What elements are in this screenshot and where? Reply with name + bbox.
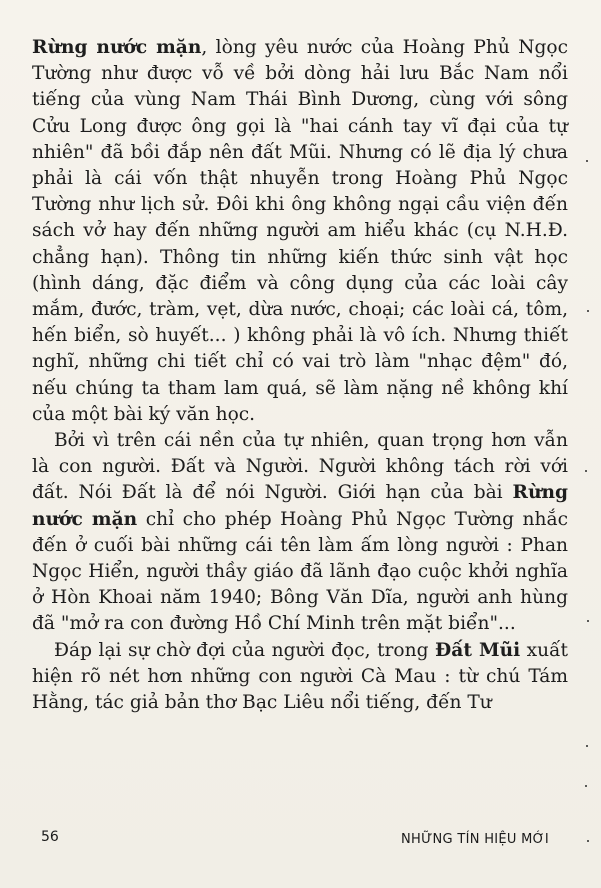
page-number: 56: [41, 829, 59, 845]
paragraph-3-text-after: xuất hiện rõ nét hơn những con người Cà Mau : từ chú Tám Hằng, tác giả bản thơ Bạc Liêu nổi tiếng, đến Tư: [32, 639, 568, 714]
paragraph-2: [32, 428, 568, 638]
body-text: [32, 35, 568, 716]
paragraph-1-text: , lòng yêu nước của Hoàng Phủ Ngọc Tường như được vỗ về bởi dòng hải lưu Bắc Nam nổi tiếng của vùng Nam Thái Bình Dương, cùng với sông Cửu Long được ông gọi là "hai cánh tay vĩ đại của tự nhiên" đã bồi đắp nên đất Mũi. Nhưng có lẽ địa lý chưa phải là cái vốn thật nhuyễn trong Hoàng Phủ Ngọc Tường như lịch sử. Đôi khi ông không ngại cầu viện đến sách vở hay đến những người am hiểu khác (cụ N.H.Đ. chẳng hạn). Thông tin những kiến thức sinh vật học (hình dáng, đặc điểm và công dụng của các loài cây mắm, đước, tràm, vẹt, dừa nước, choại; các loài cá, tôm, hến biển, sò huyết... ) không phải là vô ích. Nhưng thiết nghĩ, những chi tiết chỉ có vai trò làm "nhạc đệm" đó, nếu chúng ta tham lam quá, sẽ làm nặng nề không khí của một bài ký văn học.: [32, 37, 568, 425]
publisher-name: NHỮNG TÍN HIỆU MỚI: [400, 832, 549, 847]
paragraph-2-text-after: chỉ cho phép Hoàng Phủ Ngọc Tường nhắc đến ở cuối bài những cái tên làm ấm lòng người : Phan Ngọc Hiển, người thầy giáo đã lãnh đạo cuộc khởi nghĩa ở Hòn Khoai năm 1940; Bông Văn Dĩa, người anh hùng đã "mở ra con đường Hồ Chí Minh trên mặt biển"...: [32, 508, 569, 635]
paragraph-3-bold: Đất Mũi: [435, 639, 521, 661]
paragraph-3: [32, 638, 568, 717]
paragraph-2-text-before: Bởi vì trên cái nền của tự nhiên, quan trọng hơn vẫn là con người. Đất và Người. Người không tách rời với đất. Nói Đất là để nói Người. Giới hạn của bài: [32, 430, 568, 504]
margin-scan-marks: [583, 120, 591, 880]
paragraph-3-text-before: Đáp lại sự chờ đợi của người đọc, trong: [54, 639, 436, 661]
paragraph-1-lead-bold: Rừng nước mặn: [32, 37, 202, 58]
paragraph-2-bold: Rừng nước mặn: [32, 482, 568, 530]
paragraph-1: [32, 35, 568, 428]
